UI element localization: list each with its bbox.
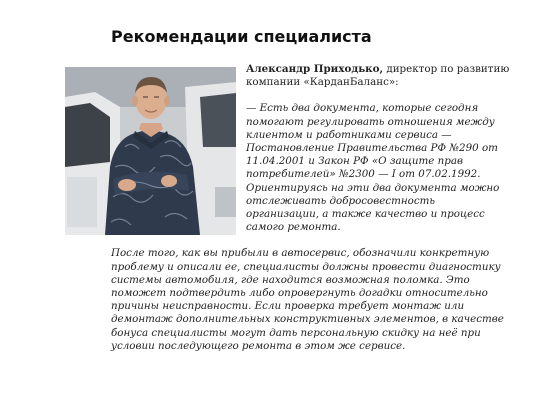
author-role: директор по развитию компании «КарданБаланс»: [246,63,510,89]
photo-spacer [111,63,246,243]
quote-paragraph-1: — Есть два документа, которые сегодня помогают регулировать отношения между клиентом и работниками сервиса — Постановление Правительства РФ №290 от 11.04.2001 и Закон РФ «О защите прав потребителей» №2300 — I от 07.02.1992. Ориентируясь на эти два документа можно отслеживать добросовестность организации, а также качество и процесс самого ремонта. [246,102,500,234]
quote-paragraph-2: После того, как вы прибыли в автосервис, обозначили конкретную проблему и описали ее, специалисты должны провести диагностику системы автомобиля, где находится возможная поломка. Это поможет подтвердить либо опровергнуть догадки относительно причины неисправности. Если проверка требует монтаж или демонтаж дополнительных конструктивных элементов, в качестве бонуса специалисты могут дать персональную скидку на неё при условии последующего ремонта в этом же сервисе. [111,247,504,352]
article-heading: Рекомендации специалиста [111,27,372,46]
specialist-quote [111,63,511,353]
author-name: Александр Приходько, [246,63,384,75]
